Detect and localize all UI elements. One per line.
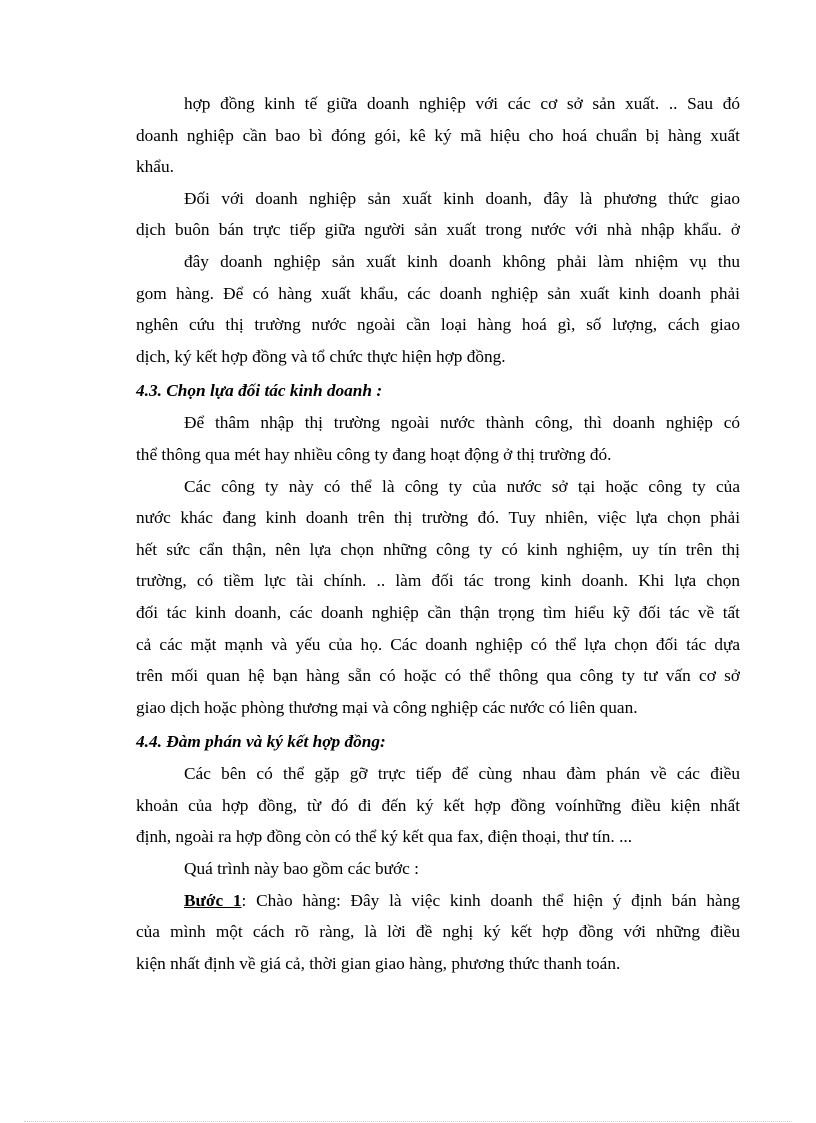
step-1-label: Bước 1 — [184, 890, 242, 910]
paragraph-block-negotiation — [136, 758, 740, 884]
text-line: trường, có tiềm lực tài chính. .. làm đối tác trong kinh doanh. Khi lựa chọn — [136, 571, 740, 591]
text-line: giao dịch hoặc phòng thương mại và công nghiệp các nước có liên quan. — [136, 697, 638, 717]
text-line: thể thông qua mét hay nhiều công ty đang hoạt động ở thị trường đó. — [136, 444, 612, 464]
text-line: Các bên có thể gặp gỡ trực tiếp để cùng nhau đàm phán về các điều — [184, 764, 740, 784]
text-line: kiện nhất định về giá cả, thời gian giao hàng, phương thức thanh toán. — [136, 953, 621, 973]
text-line: doanh nghiệp cần bao bì đóng gói, kê ký mã hiệu cho hoá chuẩn bị hàng xuất — [136, 125, 740, 145]
document-body — [136, 88, 740, 979]
text-line: của mình một cách rõ ràng, là lời đề nghị ký kết hợp đồng với những điều — [136, 922, 740, 942]
section-heading-4-4: 4.4. Đàm phán và ký kết hợp đồng: — [136, 732, 386, 752]
text-line: định, ngoài ra hợp đồng còn có thể ký kết qua fax, điện thoại, thư tín. ... — [136, 827, 633, 847]
text-line: đây doanh nghiệp sản xuất kinh doanh không phải làm nhiệm vụ thu — [184, 251, 740, 271]
text-line: hết sức cẩn thận, nên lựa chọn những công ty có kinh nghiệm, uy tín trên thị — [136, 539, 740, 559]
text-line: nghên cứu thị trường nước ngoài cần loại hàng hoá gì, số lượng, cách giao — [136, 315, 740, 335]
text-line: dịch buôn bán trực tiếp giữa người sản xuất trong nước với nhà nhập khẩu. ở — [136, 220, 740, 240]
section-heading-4-3: 4.3. Chọn lựa đối tác kinh doanh : — [136, 381, 383, 401]
text-line: Các công ty này có thể là công ty của nước sở tại hoặc công ty của — [184, 476, 740, 496]
text-line: trên mối quan hệ bạn hàng sẵn có hoặc có thể thông qua công ty tư vấn cơ sở — [136, 666, 740, 686]
text-line: dịch, ký kết hợp đồng và tổ chức thực hiện hợp đồng. — [136, 346, 506, 366]
page-bottom-divider — [24, 1121, 792, 1122]
step-1-text: Chào hàng: Đây là việc kinh doanh thể hiện ý định bán hàng — [246, 890, 740, 910]
paragraph-block-step-1 — [136, 916, 740, 979]
text-line: Đối với doanh nghiệp sản xuất kinh doanh, đây là phương thức giao — [184, 188, 740, 208]
text-line: Quá trình này bao gồm các bước : — [184, 859, 419, 879]
paragraph-block-export-procurement — [136, 88, 740, 372]
text-line: khoản của hợp đồng, từ đó đi đến ký kết hợp đồng voínhững điều kiện nhất — [136, 795, 740, 815]
step-1-colon: : — [241, 890, 247, 910]
text-line: nước khác đang kinh doanh trên thị trường đó. Tuy nhiên, việc lựa chọn phải — [136, 508, 740, 528]
text-line: đối tác kinh doanh, các doanh nghiệp cần thận trọng tìm hiểu kỹ đối tác về tất — [136, 602, 740, 622]
text-line: hợp đồng kinh tế giữa doanh nghiệp với các cơ sở sản xuất. .. Sau đó — [184, 94, 740, 113]
paragraph-block-partner-selection — [136, 407, 740, 723]
step-1-line — [136, 885, 740, 917]
text-line: cả các mặt mạnh và yếu của họ. Các doanh nghiệp có thể lựa chọn đối tác dựa — [136, 634, 740, 654]
text-line: Để thâm nhập thị trường ngoài nước thành công, thì doanh nghiệp có — [184, 413, 740, 433]
text-line: gom hàng. Để có hàng xuất khẩu, các doanh nghiệp sản xuất kinh doanh phải — [136, 283, 740, 303]
text-line: khẩu. — [136, 157, 174, 177]
